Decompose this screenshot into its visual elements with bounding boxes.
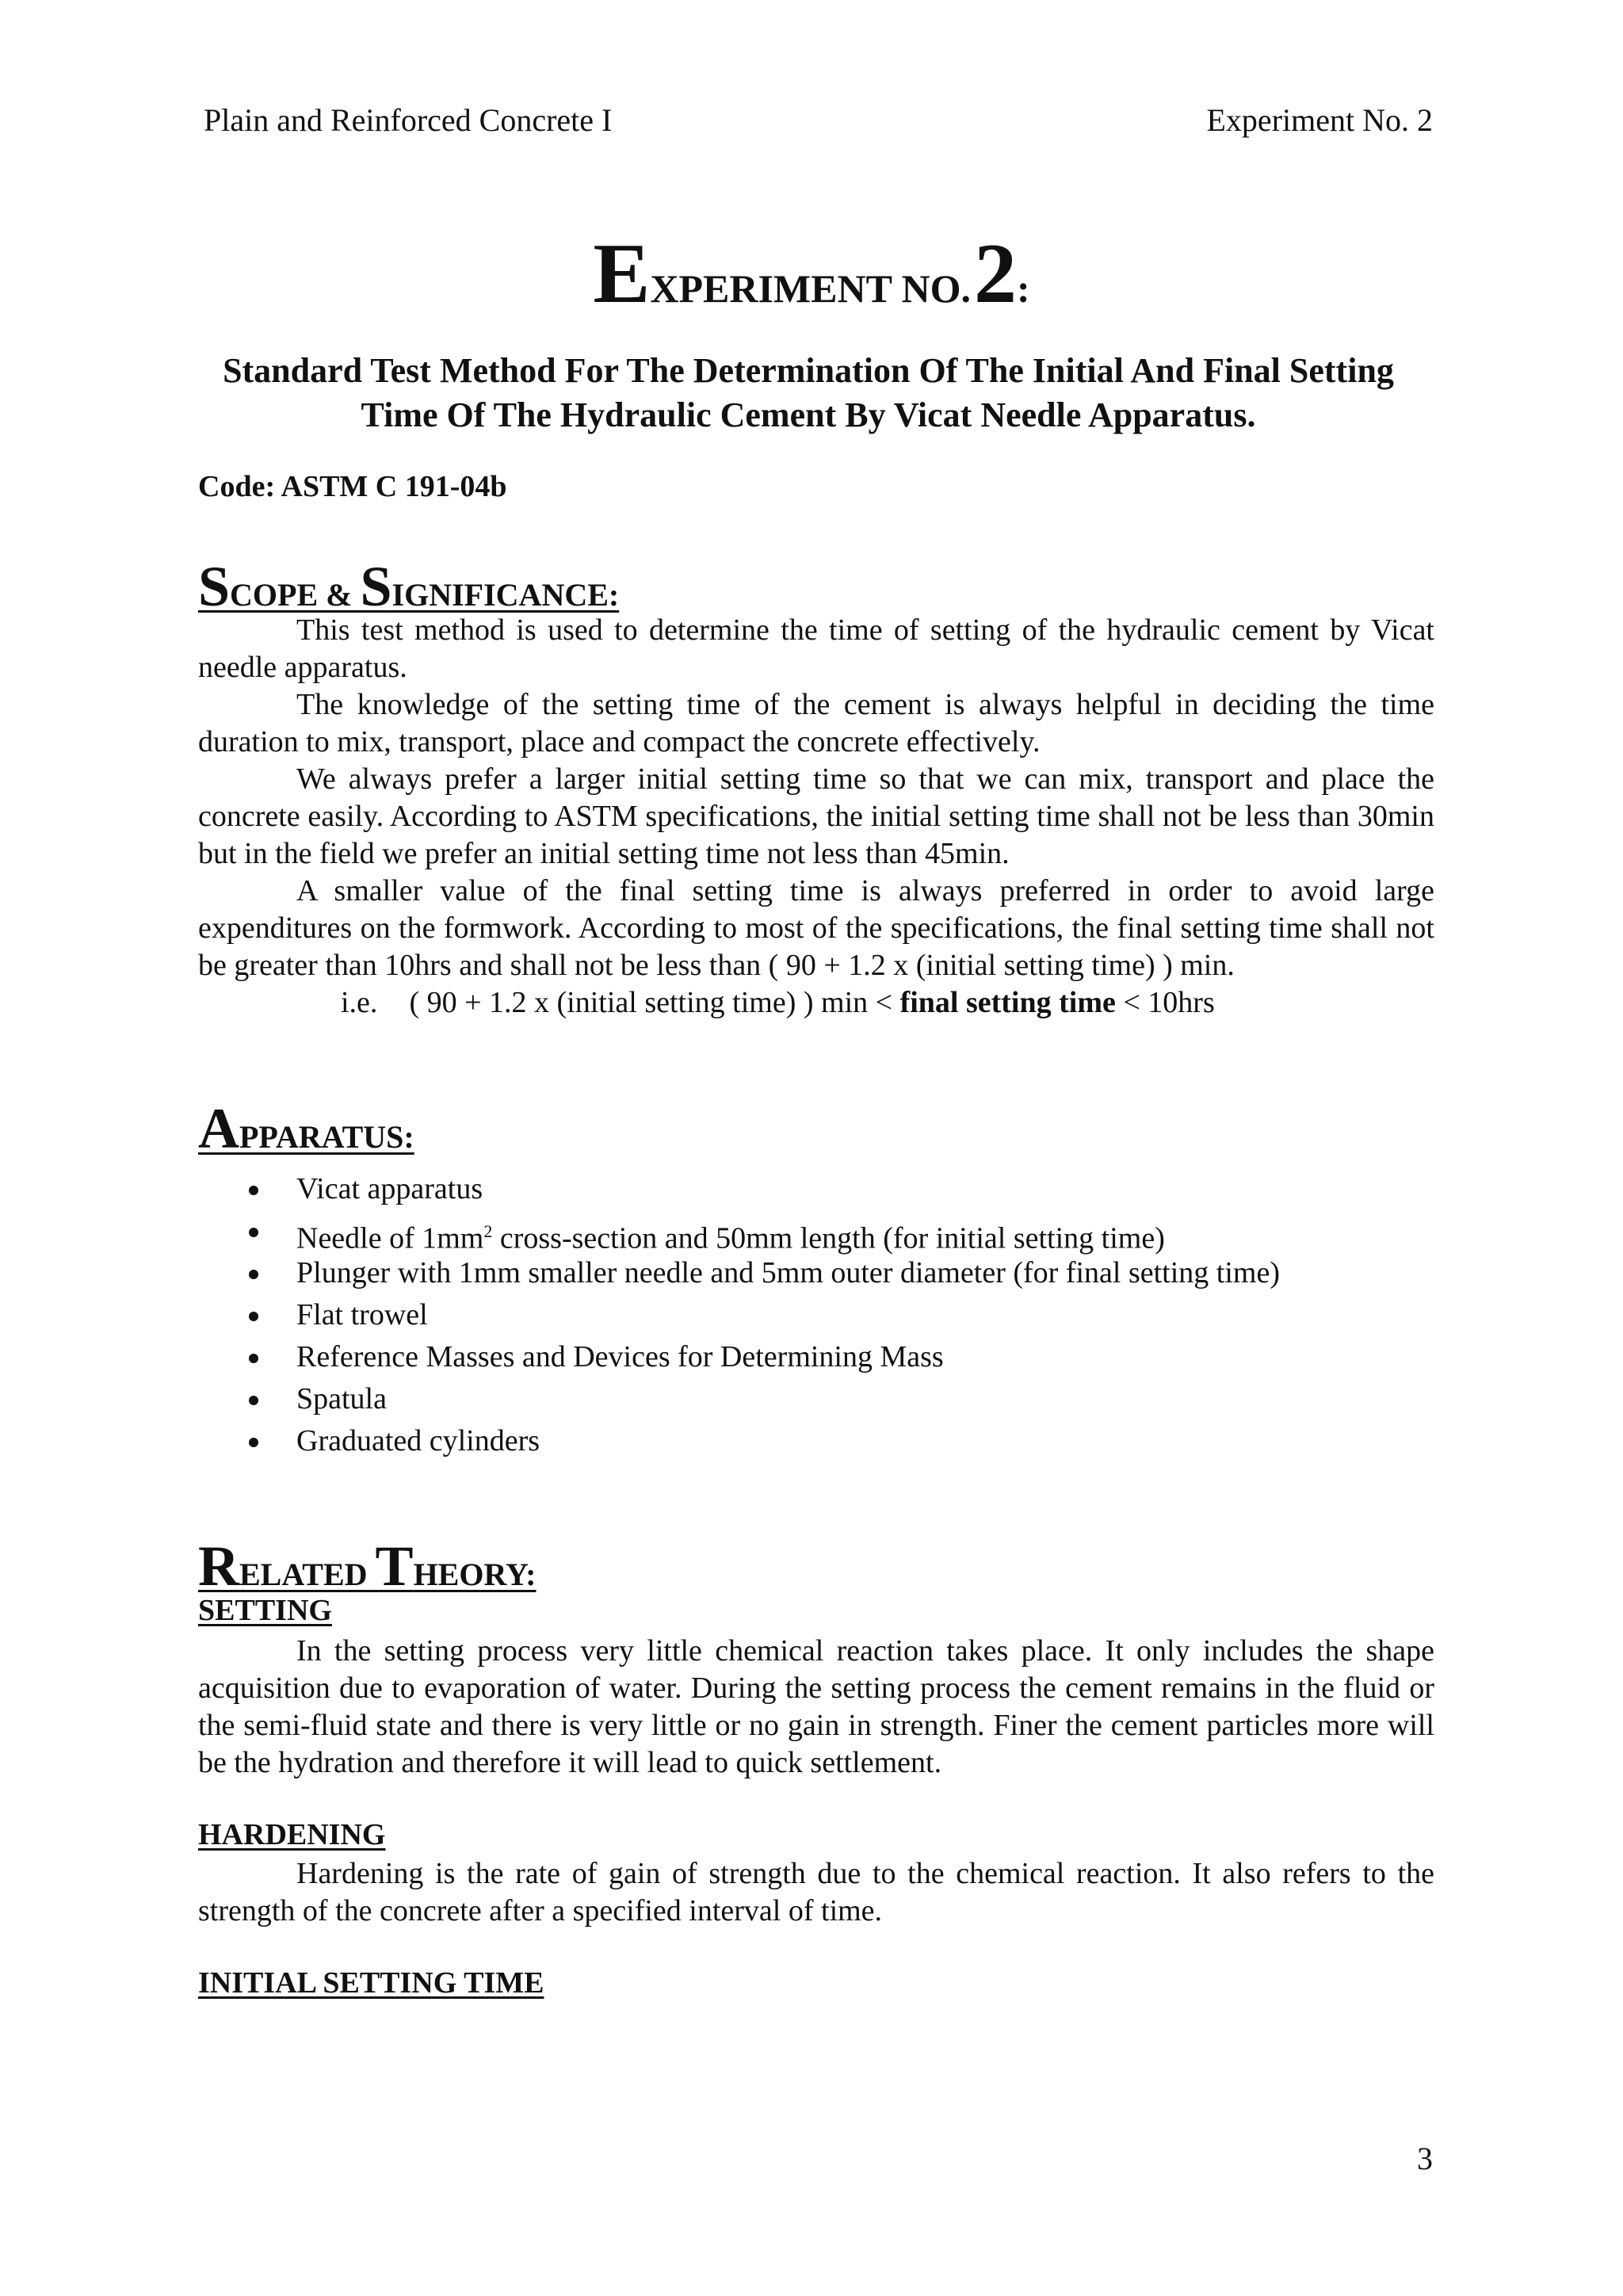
- list-item: Spatula: [246, 1378, 1280, 1420]
- apparatus-list: [246, 1168, 1280, 1462]
- list-item: Needle of $1mm^2$ cross-section and 50mm length (for initial setting time): [246, 1210, 1280, 1252]
- list-item: Flat trowel: [246, 1294, 1280, 1336]
- bullet-icon: [249, 1186, 258, 1195]
- bullet-icon: [249, 1312, 258, 1321]
- list-item: Plunger with 1mm smaller needle and 5mm outer diameter (for final setting time): [246, 1252, 1280, 1294]
- hardening-paragraph: Hardening is the rate of gain of strength due to the chemical reaction. It also refers to the strength of the concrete after a specified interval of time.: [198, 1857, 1434, 1927]
- scope-paragraph: We always prefer a larger initial setting time so that we can mix, transport and place the concrete easily. According to ASTM specifications, the initial setting time shall not be less than 30min but in the field we prefer an initial setting time not less than 45min.: [198, 762, 1434, 870]
- subheading-hardening: HARDENING: [198, 1818, 386, 1851]
- page-subtitle: Standard Test Method For The Determination Of The Initial And Final Setting Time Of The Hydraulic Cement By Vicat Needle Apparatus.: [223, 351, 1394, 434]
- section-heading-scope: SCOPE & SIGNIFICANCE:: [198, 555, 620, 618]
- running-header-course: Plain and Reinforced Concrete I: [204, 102, 613, 138]
- scope-paragraph: The knowledge of the setting time of the cement is always helpful in deciding the time duration to mix, transport, place and compact the concrete effectively.: [198, 688, 1434, 758]
- bullet-icon: [249, 1396, 258, 1405]
- scope-paragraph: This test method is used to determine the time of setting of the hydraulic cement by Vicat needle apparatus.: [198, 613, 1434, 684]
- running-header-experiment: Experiment No. 2: [1206, 102, 1433, 138]
- scope-paragraphs: [198, 612, 1434, 984]
- bullet-icon: [249, 1270, 258, 1279]
- bullet-icon: [249, 1438, 258, 1447]
- setting-time-formula: i.e. ( 90 + 1.2 x (initial setting time) ) min < final setting time < 10hrs: [341, 986, 1215, 1019]
- section-heading-apparatus: APPARATUS:: [198, 1097, 414, 1160]
- page-title: EXPERIMENT NO. 2:: [593, 227, 1030, 321]
- list-item: Reference Masses and Devices for Determining Mass: [246, 1336, 1280, 1378]
- scope-paragraph: A smaller value of the final setting time is always preferred in order to avoid large expenditures on the formwork. According to most of the specifications, the final setting time shall not be greater than 10hrs and shall not be less than ( 90 + 1.2 x (initial setting time) ) min.: [198, 874, 1434, 982]
- bullet-icon: [249, 1354, 258, 1363]
- subheading-setting: SETTING: [198, 1594, 332, 1627]
- bullet-icon: [249, 1228, 258, 1237]
- section-heading-theory: RELATED THEORY:: [198, 1534, 537, 1598]
- list-item: Graduated cylinders: [246, 1420, 1280, 1462]
- astm-code: Code: ASTM C 191-04b: [198, 470, 507, 503]
- hardening-paragraph-block: [198, 1855, 1434, 1930]
- subheading-initial-setting-time: INITIAL SETTING TIME: [198, 1966, 544, 2000]
- setting-paragraph: In the setting process very little chemical reaction takes place. It only includes the shape acquisition due to evaporation of water. During the setting process the cement remains in the fluid or the semi-fluid state and there is very little or no gain in strength. Finer the cement particles more will be the hydration and therefore it will lead to quick settlement.: [198, 1634, 1434, 1779]
- list-item: Vicat apparatus: [246, 1168, 1280, 1210]
- page-number: 3: [1417, 2141, 1433, 2176]
- setting-paragraph-block: [198, 1633, 1434, 1782]
